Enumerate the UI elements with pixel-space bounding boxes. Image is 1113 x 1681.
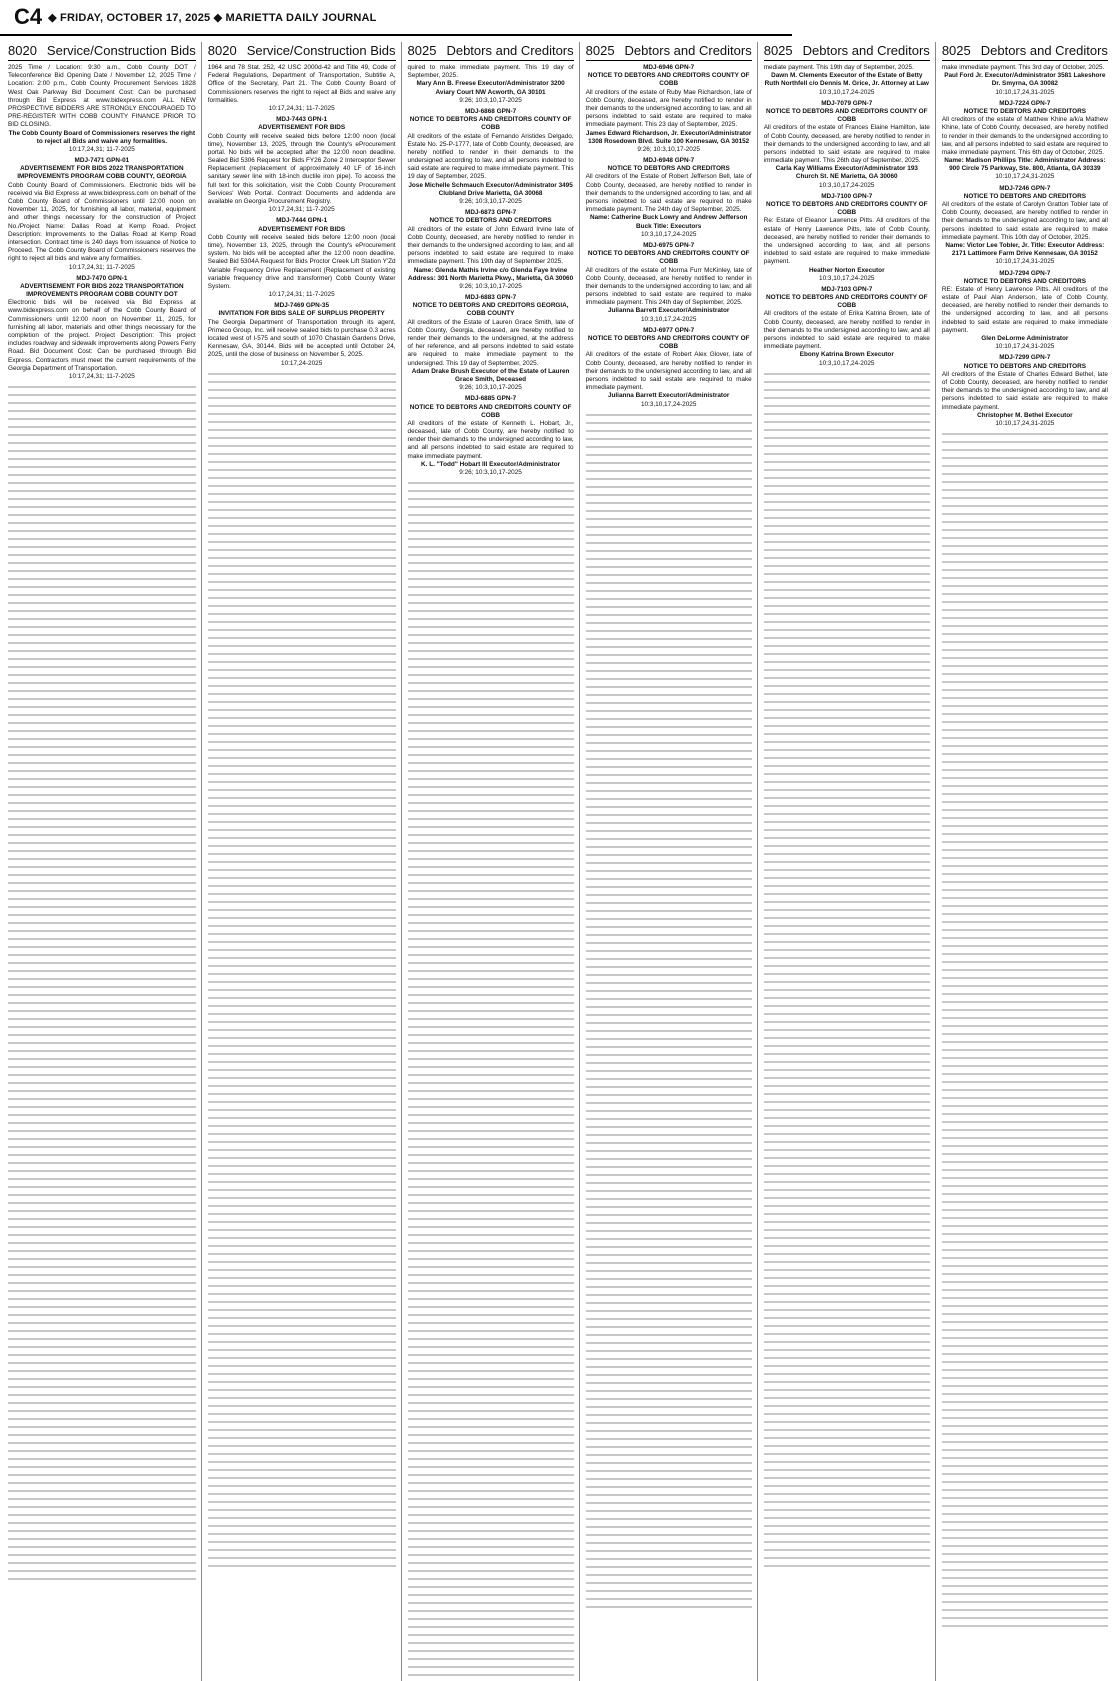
- legal-column: [208, 42, 402, 1681]
- notice-id: MDJ-7444 GPN-1: [276, 217, 328, 225]
- legal-notice: [764, 100, 930, 190]
- notice-title: ADVERTISEMENT FOR BIDS: [258, 225, 346, 233]
- notice-signature: Julianna Barrett Executor/Administrator: [607, 392, 730, 400]
- notice-id: MDJ-7299 GPN-7: [999, 354, 1051, 362]
- notice-title: INVITATION FOR BIDS SALE OF SURPLUS PROPERTY: [218, 310, 385, 318]
- section-code: 8020: [8, 43, 37, 58]
- notice-signature: Mary Ann B. Freese Executor/Administrator 3200 Aviary Court NW Acworth, GA 30101: [416, 80, 565, 96]
- notice-title: ADVERTISEMENT FOR BIDS 2022 TRANSPORTATION IMPROVEMENTS PROGRAM COBB COUNTY, GEORGIA: [17, 165, 187, 181]
- legal-notice: [208, 217, 396, 299]
- notice-dates: 9:26; 10:3,10,17-2025: [459, 96, 522, 104]
- notice-signature: Name: Victor Lee Tobler, Jr. Title: Executor Address: 2171 Lattimore Farm Drive Kennesaw, GA 30152: [945, 241, 1105, 258]
- notice-id: MDJ-7224 GPN-7: [999, 99, 1051, 107]
- notice-signature: Name: Madison Phillips Title: Administrator Address: 900 Circle 75 Parkway, Ste. 800, Atlanta, GA 30339: [944, 157, 1106, 173]
- legal-column: [942, 42, 1113, 1681]
- legal-notice: [208, 302, 396, 368]
- notice-dates: 10:3,10,17,24-2025: [640, 315, 697, 323]
- section-code: 8025: [585, 43, 615, 58]
- classified-columns: [0, 36, 1108, 1576]
- notice-body: The Georgia Department of Transportation through its agent, Primeco Group, Inc. will receive sealed bids to purchase 0.3 acres located west of I-575 and south of 1070 Chastain Gardens Drive, Kennesaw, GA, 30144. Bids will be accepted until October 24, 2025, until the close of business on November 5, 2025.: [207, 318, 396, 359]
- notice-signature: Ebony Katrina Brown Executor: [799, 351, 894, 359]
- notice-signature: Christopher M. Bethel Executor: [977, 411, 1073, 419]
- notice-signature: Carla Kay Williams Executor/Administrator 193 Church St. NE Marietta, GA 30060: [775, 165, 918, 181]
- notice-title: NOTICE TO DEBTORS AND CREDITORS COUNTY OF COBB: [765, 294, 928, 310]
- legal-notice: [408, 108, 574, 206]
- legal-column: [8, 42, 202, 1681]
- notice-dates: 10:10,17,24,31-2025: [995, 258, 1055, 266]
- notice-body: All creditors of the estate of Carolyn Gratton Tobler late of Cobb County, deceased, are hereby notified to render in their demands to the undersigned according to law, and all persons indebted to said estate are required to make immediate payment. This 10th day of October, 2025.: [941, 201, 1108, 241]
- notice-body: mediate payment. This 19th day of September, 2025.: [763, 64, 914, 71]
- notice-dates: 9:26; 10:3,10,17-2025: [459, 469, 522, 476]
- notice-dates: 10:17,24-2025: [281, 359, 323, 367]
- notice-body: All creditors of the estate of John Edward Irvine late of Cobb County, deceased, are hereby notified to render in their demands to the undersigned according to law, and all persons indebted to said estate are required to make immediate payment. This 19th day of September 2025.: [407, 225, 574, 266]
- notice-signature: Adam Drake Brush Executor of the Estate of Lauren Grace Smith, Deceased: [411, 367, 570, 383]
- notice-signature: Julianna Barrett Executor/Administrator: [607, 307, 730, 315]
- notice-id: MDJ-6975 GPN-7: [643, 241, 695, 249]
- legal-notice: [586, 327, 752, 409]
- notice-title: NOTICE TO DEBTORS AND CREDITORS: [963, 192, 1086, 200]
- notice-title: NOTICE TO DEBTORS AND CREDITORS COUNTY OF COBB: [765, 107, 928, 124]
- notice-dates: 10:17,24,31; 11-7-2025: [68, 372, 135, 380]
- column-header: [586, 42, 752, 61]
- notice-id: MDJ-7246 GPN-7: [999, 184, 1051, 192]
- section-title: Debtors and Creditors: [802, 43, 930, 58]
- notice-title: NOTICE TO DEBTORS AND CREDITORS: [963, 107, 1086, 115]
- legal-notice: [8, 275, 196, 381]
- legal-notice: [208, 64, 396, 113]
- notice-dates: 10:17,24,31; 11-7-2025: [68, 145, 135, 153]
- section-code: 8025: [407, 43, 437, 58]
- notice-body: 2025 Time / Location: 9:30 a.m., Cobb County DOT / Teleconference Bid Opening Date / November 12, 2025 Time / Location: 2:00 p.m., Cobb County Procurement Services 1828 West Oak Parkway Bid Document Cost: Can be purchased through Bid Express at www.bidexpress.com ALL NEW PROSPECTIVE BIDDERS ARE STRONGLY ENCOURAGED TO PRE-REGISTER WITH COBB COUNTY FINANCE PRIOR TO BID CLOSING.: [8, 64, 196, 129]
- legal-notice: [764, 193, 930, 283]
- legal-notice: [586, 157, 752, 239]
- notice-signature: The Cobb County Board of Commissioners reserves the right to reject all Bids and waive any formalities.: [8, 129, 196, 145]
- section-code: 8025: [763, 43, 793, 58]
- masthead: [0, 0, 792, 36]
- column-header: [942, 42, 1108, 61]
- notice-dates: 10:3,10,17,24-2025: [819, 181, 875, 189]
- notice-body: All creditors of the estate of Kenneth L. Hobart, Jr., deceased, late of Cobb County, are hereby notified to render their demands to the undersigned according to law, and all persons indebted to said estate are required to make immediate payment.: [407, 419, 574, 460]
- notice-dates: 9:26; 10:3,10,17-2025: [459, 282, 522, 290]
- notice-title: NOTICE TO DEBTORS AND CREDITORS: [607, 165, 730, 173]
- notice-title: ADVERTISEMENT FOR BIDS: [258, 124, 346, 132]
- legal-notice: [586, 242, 752, 324]
- notice-dates: 10:17,24,31; 11-7-2025: [268, 206, 335, 214]
- notice-dates: 10:3,10,17,24-2025: [640, 400, 697, 408]
- notice-dates: 10:3,10,17,24-2025: [819, 88, 875, 96]
- notice-title: NOTICE TO DEBTORS AND CREDITORS GEORGIA, COBB COUNTY: [412, 302, 569, 318]
- notice-dates: 10:3,10,17,24-2025: [819, 274, 875, 282]
- notice-id: MDJ-6946 GPN-7: [643, 64, 695, 71]
- continued-text: [764, 372, 930, 1572]
- notice-dates: 10:10,17,24,31-2025: [995, 173, 1055, 181]
- notice-dates: 10:3,10,17,24-2025: [640, 230, 697, 238]
- section-title: Debtors and Creditors: [446, 43, 574, 58]
- notice-body: All creditors of the estate of Norma Furr McKinley, late of Cobb County, deceased, are hereby notified to render in their demands to the undersigned according to law, and all persons indebted to said estate are required to make immediate payment. This 24th day of September, 2025.: [585, 266, 752, 307]
- legal-notice: [408, 294, 574, 392]
- notice-id: MDJ-7471 GPN-01: [74, 157, 130, 165]
- legal-notice: [942, 270, 1108, 352]
- legal-notice: [408, 209, 574, 291]
- notice-id: MDJ-6868 GPN-7: [465, 107, 517, 115]
- notice-dates: 10:10,17,24,31-2025: [995, 88, 1055, 96]
- dateline: ◆ FRIDAY, OCTOBER 17, 2025 ◆ MARIETTA DAILY JOURNAL: [48, 11, 377, 24]
- notice-title: ADVERTISEMENT FOR BIDS 2022 TRANSPORTATION IMPROVEMENTS PROGRAM COBB COUNTY DOT: [20, 282, 184, 299]
- legal-notice: [764, 286, 930, 368]
- notice-dates: 9:26; 10:3,10,17-2025: [459, 384, 522, 392]
- notice-signature: K. L. "Todd" Hobart III Executor/Administrator: [421, 460, 561, 468]
- legal-notice: [408, 395, 574, 477]
- column-header: [408, 42, 574, 61]
- notice-body: Re: Estate of Eleanor Lawrence Pitts. All creditors of the estate of Henry Lawrence Pitts, late of Cobb County, deceased, are hereby notified to render their demands to the undersigned according to law, and all persons indebted to said estate are required to make immediate payment.: [763, 217, 930, 266]
- notice-title: NOTICE TO DEBTORS AND CREDITORS COUNTY OF COBB: [587, 250, 750, 266]
- notice-signature: Glen DeLorme Administrator: [981, 335, 1069, 342]
- notice-signature: Name: Glenda Mathis Irvine c/o Glenda Faye Irvine Address: 301 North Marietta Pkwy., Marietta, GA 30060: [408, 266, 574, 282]
- notice-id: MDJ-7294 GPN-7: [999, 269, 1051, 277]
- notice-dates: 10:17,24,31; 11-7-2025: [268, 291, 335, 299]
- notice-title: NOTICE TO DEBTORS AND CREDITORS COUNTY OF COBB: [587, 335, 750, 351]
- legal-notice: [408, 64, 574, 105]
- column-header: [8, 42, 196, 61]
- notice-title: NOTICE TO DEBTORS AND CREDITORS: [963, 277, 1086, 285]
- notice-dates: 9:26; 10:3,10,17-2025: [459, 198, 522, 205]
- notice-signature: Dawn M. Clements Executor of the Estate of Betty Ruth Northfell c/o Dennis M. Grice, Jr. Attorney at Law: [764, 72, 929, 88]
- notice-body: All creditors of the Estate of Lauren Grace Smith, late of Cobb County, Georgia, deceased, are hereby notified to render their demands to the undersigned, at the address of her reference, and all persons indebted to said estate are required to make immediate payment to the undersigned. This 19 day of September, 2025.: [407, 318, 574, 367]
- legal-notice: [8, 64, 196, 154]
- notice-id: MDJ-7100 GPN-7: [821, 192, 873, 200]
- notice-id: MDJ-6873 GPN-7: [465, 209, 517, 217]
- continued-text: [942, 432, 1108, 1632]
- notice-title: NOTICE TO DEBTORS AND CREDITORS: [429, 217, 552, 225]
- continued-text: [8, 385, 196, 1585]
- notice-body: Electronic bids will be received via Bid Express at www.bidexpress.com on behalf of the Cobb County Board of Commissioners until 12:00 noon on November 11, 2025, for furnishing all labor, materials and other things necessary for the completion of the project. Project Description: This project includes roadway and sidewalk improvements along Powers Ferry Road. Bid Document Cost: Can be purchased through Bid Express. Contractors must meet the current requirements of the Georgia Department of Transportation.: [8, 299, 196, 372]
- notice-id: MDJ-7470 GPN-1: [76, 274, 128, 282]
- notice-title: NOTICE TO DEBTORS AND CREDITORS COUNTY OF COBB: [409, 116, 572, 132]
- section-code: 8020: [207, 43, 237, 58]
- legal-notice: [942, 100, 1108, 182]
- notice-body: quired to make immediate payment. This 19 day of September, 2025.: [407, 64, 574, 80]
- continued-text: [208, 372, 396, 1572]
- notice-signature: Paul Ford Jr. Executor/Administrator 3581 Lakeshore Dr. Smyrna, GA 30082: [944, 72, 1106, 88]
- continued-text: [586, 413, 752, 1613]
- notice-title: NOTICE TO DEBTORS AND CREDITORS COUNTY OF COBB: [587, 72, 750, 88]
- legal-notice: [942, 64, 1108, 97]
- notice-id: MDJ-7469 GPN-35: [274, 302, 329, 310]
- legal-column: [764, 42, 936, 1681]
- notice-title: NOTICE TO DEBTORS AND CREDITORS: [963, 362, 1086, 370]
- notice-id: MDJ-6948 GPN-7: [643, 157, 695, 165]
- notice-id: MDJ-6883 GPN-7: [465, 294, 517, 302]
- notice-body: All creditors of the estate of Fernando Aristides Delgado, Estate No. 25-P-1777, late of Cobb County, deceased, are hereby notified to render in their demands to the undersigned according to law, and all persons indebted to said estate are required to make immediate payment. This 19 day of September, 2025.: [407, 132, 574, 181]
- continued-text: [408, 481, 574, 1681]
- notice-body: All creditors of the estate of Erika Katrina Brown, late of Cobb County, deceased, are hereby notified to render in their demands to the undersigned according to law, and all persons indebted to said estate are required to make immediate payment.: [763, 310, 930, 351]
- notice-body: Cobb County will receive sealed bids before 12:00 noon (local time), November 13, 2025, through the County's eProcurement portal. No bids will be accepted after the 12:00 noon deadline. Sealed Bid 5306 Request for Bids FY26 Zone 2 Interceptor Sewer Replacement (replacement of approximately 40 LF of 16-inch sanitary sewer line with 18-inch ductile iron pipe). To access the full text for this solicitation, visit the Cobb County Procurement Services' Web Portal. Contract Documents and addenda are available on Georgia Procurement Registry.: [207, 132, 396, 205]
- notice-body: All creditors of the estate of Frances Elaine Hamilton, late of Cobb County, deceased, are hereby notified to render in their demands to the undersigned according to law, and all persons indebted to said estate are required to make immediate payment. This 26th day of September, 2025.: [763, 124, 930, 165]
- section-title: Debtors and Creditors: [624, 43, 752, 58]
- column-header: [764, 42, 930, 61]
- notice-body: All creditors of the estate of Matthew Khine a/k/a Mathew Khine, late of Cobb County, deceased, are hereby notified to render in their demands to the undersigned according to law, and all persons indebted to said estate are required to make immediate payment. This 6th day of October, 2025.: [941, 116, 1108, 156]
- notice-id: MDJ-7079 GPN-7: [821, 99, 873, 107]
- notice-body: Cobb County Board of Commissioners. Electronic bids will be received via Bid Express at www.bidexpress.com on behalf of the Cobb County Board of Commissioners until 12:00 noon on November 11, 2025, for furnishing all labor, material, equipment and other things necessary for the construction of Project No./Project Name: Dallas Road at Kemp Road. Project Description: Improvements to the Dallas Road at Kemp Road intersection. Contract time is 240 days from issuance of Notice to Proceed. The Cobb County Board of Commissioners reserves the right to reject all bids and waive any formalities.: [8, 181, 196, 263]
- notice-body: All creditors of the estate of Robert Alex Glover, late of Cobb County, deceased, are hereby notified to render in their demands to the undersigned according to law, and all persons indebted to said estate are required to make immediate payment.: [585, 351, 752, 392]
- notice-signature: James Edward Richardson, Jr. Executor/Administrator 1308 Rosedown Blvd. Suite 100 Kennesaw, GA 30152: [585, 129, 752, 145]
- notice-body: make immediate payment. This 3rd day of October, 2025.: [941, 64, 1105, 71]
- notice-body: RE: Estate of Henry Lawrence Pitts. All creditors of the estate of Paul Alan Anderson, late of Cobb County, deceased, are hereby notified to render their demands to the undersigned according to law, and all persons indebted to said estate are required to make immediate payment.: [941, 285, 1108, 334]
- notice-signature: Name: Catherine Buck Lowry and Andrew Jefferson Buck Title: Executors: [589, 214, 748, 230]
- notice-id: MDJ-6885 GPN-7: [465, 395, 517, 403]
- notice-title: NOTICE TO DEBTORS AND CREDITORS COUNTY OF COBB: [409, 403, 572, 419]
- notice-dates: 10:3,10,17,24-2025: [819, 359, 875, 367]
- notice-id: MDJ-6977 GPN-7: [643, 326, 695, 334]
- section-title: Debtors and Creditors: [980, 43, 1108, 58]
- column-header: [208, 42, 396, 61]
- notice-dates: 10:17,24,31; 11-7-2025: [68, 263, 135, 271]
- notice-body: All creditors of the Estate of Charles Edward Bethel, late of Cobb County, deceased, are hereby notified to render their demands to the undersigned according to law, and all persons indebted to said estate are required to make immediate payment.: [941, 370, 1108, 411]
- notice-dates: 10:10,17,24,31-2025: [995, 419, 1055, 427]
- legal-column: [408, 42, 580, 1681]
- legal-notice: [586, 64, 752, 154]
- section-title: Service/Construction Bids: [46, 43, 196, 58]
- page-number: C4: [14, 4, 43, 29]
- legal-notice: [942, 185, 1108, 267]
- section-title: Service/Construction Bids: [246, 43, 396, 58]
- legal-notice: [942, 354, 1108, 428]
- notice-signature: Heather Norton Executor: [808, 266, 885, 274]
- notice-body: 1964 and 78 Stat. 252, 42 USC 2000d-42 and Title 49, Code of Federal Regulations, Department of Transportation, Subtitle A, Office of the Secretary, Part 21. The Cobb County Board of Commissioners reserves the right to reject all Bids and waive any formalities.: [207, 64, 396, 104]
- notice-id: MDJ-7103 GPN-7: [821, 285, 873, 293]
- notice-title: NOTICE TO DEBTORS AND CREDITORS COUNTY OF COBB: [765, 201, 928, 217]
- section-code: 8025: [941, 43, 971, 58]
- notice-body: All creditors of the estate of Ruby Mae Richardson, late of Cobb County, deceased, are hereby notified to render in their demands to the undersigned according to law, and all persons indebted to said estate are required to make immediate payment. This 23 day of September, 2025.: [585, 88, 752, 129]
- notice-id: MDJ-7443 GPN-1: [276, 116, 328, 124]
- notice-signature: Jose Michelle Schmauch Executor/Administrator 3495 Clubland Drive Marietta, GA 30068: [408, 181, 573, 197]
- notice-dates: 10:17,24,31; 11-7-2025: [268, 104, 335, 112]
- notice-body: Cobb County will receive sealed bids before 12:00 noon (local time), November 13, 2025, through the County's eProcurement system. No bids will be accepted after the 12:00 noon deadline. Sealed Bid 5304A Request for Bids Proctor Creek Lift Station Y'Zd Variable Frequency Drive Replacement (Replacement of existing variable frequency drive and transformer) Cobb County Water System.: [207, 233, 396, 290]
- notice-dates: 10:10,17,24,31-2025: [995, 343, 1055, 351]
- notice-dates: 9:26; 10:3,10,17-2025: [637, 145, 700, 153]
- legal-notice: [764, 64, 930, 97]
- legal-notice: [208, 116, 396, 214]
- legal-column: [586, 42, 758, 1681]
- notice-body: All creditors of the Estate of Robert Jefferson Bell, late of Cobb County, deceased, are hereby notified to render in their demands to the undersigned according to law, and all persons indebted to said estate are required to make immediate payment. The 24th day of September, 2025.: [585, 173, 752, 214]
- legal-notice: [8, 157, 196, 272]
